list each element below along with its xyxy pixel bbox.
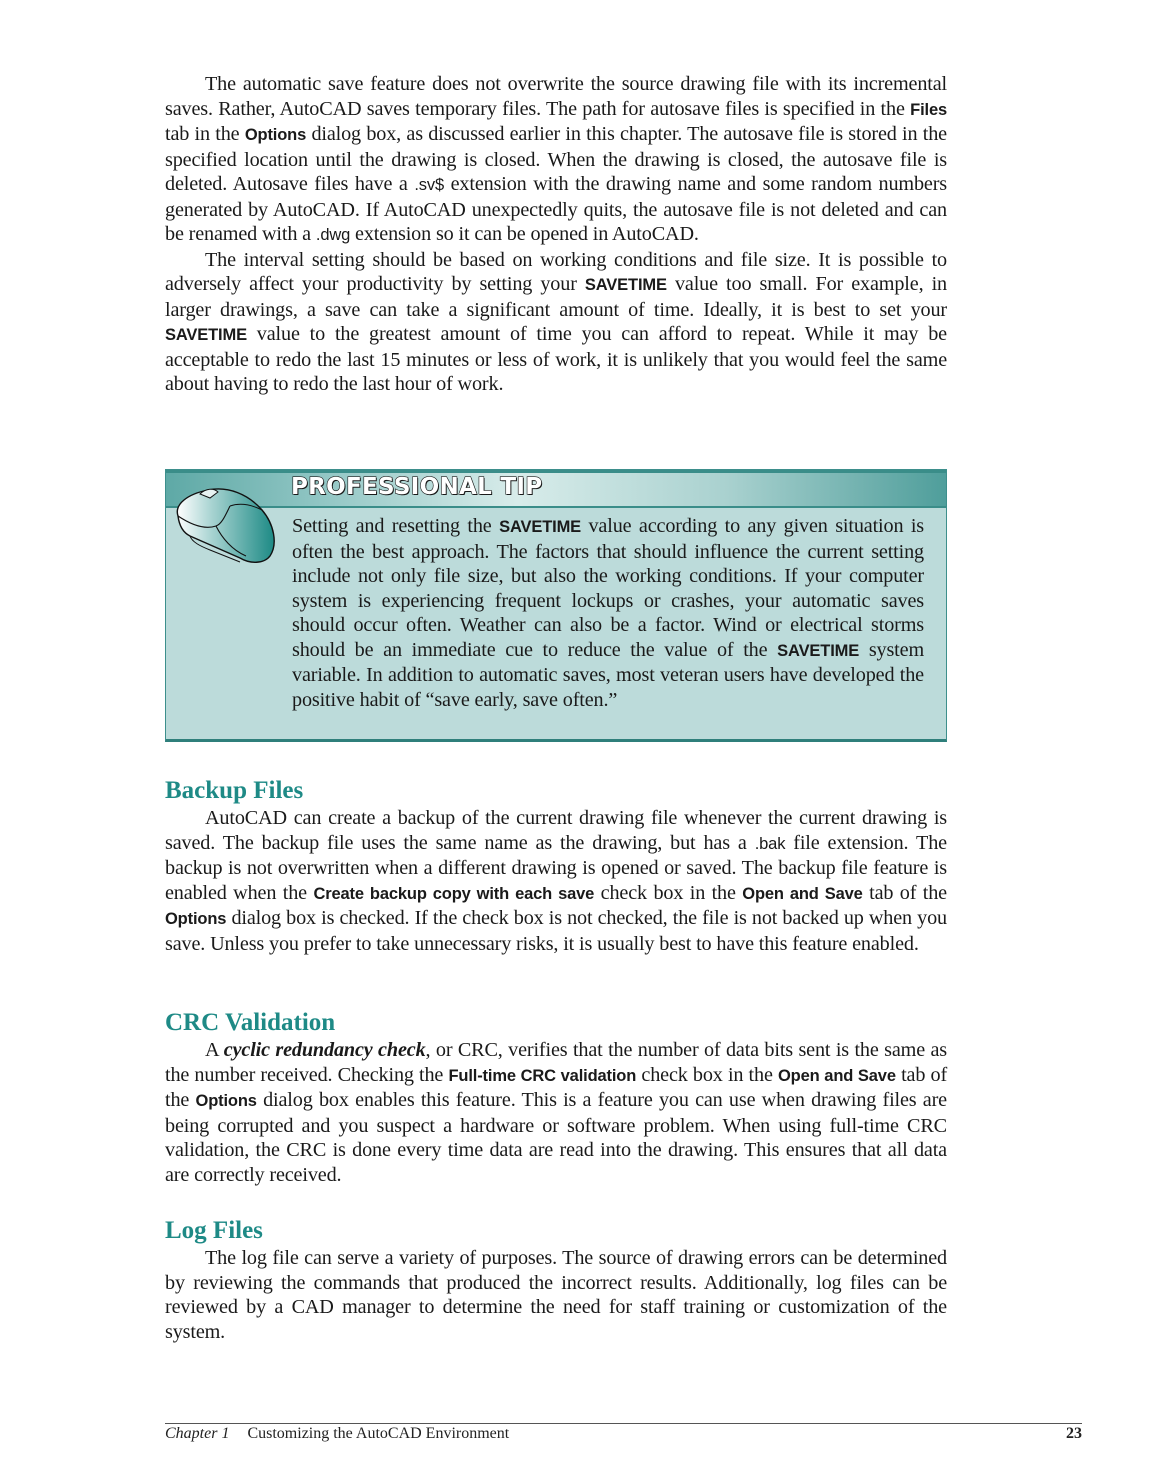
file-extension: .sv$	[414, 176, 445, 194]
chapter-title: Customizing the AutoCAD Environment	[247, 1425, 510, 1442]
bold-term: SAVETIME	[499, 518, 582, 536]
paragraph: The automatic save feature does not overwrite the source drawing file with its incremental saves. Rather, AutoCAD saves temporary files. The path for autosave files is specified in the Files tab in the Options dialog box, as discussed earlier in this chapter. The autosave file is stored in the specified location until the drawing is closed. When the drawing is closed, the autosave file is deleted. Autosave files have a .sv$ extension with the drawing name and some random numbers generated by AutoCAD. If AutoCAD unexpectedly quits, the autosave file is not deleted and can be renamed with a .dwg extension so it can be opened in AutoCAD.	[165, 73, 948, 245]
bold-term: Options	[165, 910, 227, 928]
tip-header-bar	[166, 470, 946, 508]
bold-term: SAVETIME	[165, 326, 247, 344]
section-heading: Log Files	[165, 1217, 263, 1244]
tip-paragraph: Setting and resetting the SAVETIME value according to any given situation is often the best approach. The factors that should influence the current setting include not only file size, but also the working conditions. If your computer system is experiencing frequent lockups or crashes, your automatic saves should occur often. Weather can also be a factor. Wind or electrical storms should be an immediate cue to reduce the value of the SAVETIME system variable. In addition to automatic saves, most veteran users have developed the positive habit of “save early, save often.”	[292, 515, 925, 711]
section-heading: CRC Validation	[165, 1009, 336, 1036]
paragraph: The interval setting should be based on working conditions and file size. It is possible to adversely affect your productivity by setting your SAVETIME value too small. For example, in larger drawings, a save can take a significant amount of time. Ideally, it is best to set your SAVETIME value to the greatest amount of time you can afford to repeat. While it may be acceptable to redo the last 15 minutes or less of work, it is unlikely that you would feel the same about having to redo the last hour of work.	[165, 248, 947, 395]
bold-term: Open and Save	[777, 1066, 896, 1085]
section-crc-validation	[165, 1008, 947, 1187]
page-number: 23	[1066, 1425, 1082, 1442]
paragraph: The log file can serve a variety of purposes. The source of drawing errors can be determined by reviewing the commands that produced the incorrect results. Additionally, log files can be reviewed by a CAD manager to determine the need for staff training or customization of the system.	[165, 1247, 947, 1343]
professional-tip-box	[165, 469, 947, 742]
bold-term: SAVETIME	[777, 641, 860, 660]
section-heading: Backup Files	[165, 777, 304, 804]
tip-body	[292, 514, 924, 712]
mouse-icon	[170, 476, 280, 576]
bold-term: Files	[910, 100, 947, 119]
paragraph: A cyclic redundancy check, or CRC, verifies that the number of data bits sent is the same as the number received. Checking the Full-time CRC validation check box in the Open and Save tab of the Options dialog box enables this feature. This is a feature you can use when drawing files are being corrupted and you suspect a hardware or software problem. When using full-time CRC validation, the CRC is done every time data are read into the drawing. This ensures that all data are correctly received.	[165, 1039, 948, 1186]
bold-term: SAVETIME	[584, 276, 667, 294]
italic-term: cyclic redundancy check	[223, 1039, 426, 1061]
bold-term: Create backup copy with each save	[313, 884, 595, 903]
file-extension: .bak	[754, 834, 786, 853]
running-footer	[165, 1425, 509, 1443]
bold-term: Options	[195, 1092, 257, 1110]
footer-rule	[165, 1423, 1082, 1424]
tip-title: PROFESSIONAL TIP	[291, 474, 543, 500]
chapter-label: Chapter 1	[165, 1425, 230, 1442]
bold-term: Open and Save	[742, 884, 863, 903]
paragraph: AutoCAD can create a backup of the current drawing file whenever the current drawing is saved. The backup file uses the same name as the drawing, but has a .bak file extension. The backup is not overwritten when a different drawing is opened or saved. The backup file feature is enabled when the Create backup copy with each save check box in the Open and Save tab of the Options dialog box is checked. If the check box is not checked, the file is not backed up when you save. Unless you prefer to take unnecessary risks, it is usually best to have this feature enabled.	[165, 807, 947, 955]
bold-term: Full-time CRC validation	[448, 1066, 637, 1085]
section-log-files	[165, 1216, 947, 1344]
section-backup-files	[165, 776, 947, 956]
file-extension: .dwg	[315, 226, 351, 244]
bold-term: Options	[244, 126, 307, 144]
intro-text	[165, 72, 947, 397]
